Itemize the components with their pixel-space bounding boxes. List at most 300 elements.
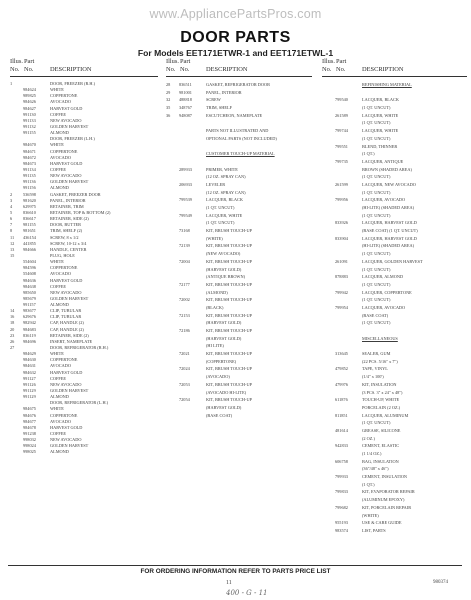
part-row (10, 449, 158, 455)
part-description: NEW AVOCADO (50, 173, 82, 179)
part-description: WHITE (50, 259, 64, 265)
part-description: NEW AVOCADO (50, 381, 82, 387)
part-row (166, 319, 312, 327)
part-description: GOLDEN HARVEST (50, 123, 89, 129)
part-number: 984666 (23, 246, 36, 252)
part-row (322, 342, 467, 350)
parts-rows (10, 77, 158, 456)
part-row (322, 327, 467, 335)
part-row (166, 342, 312, 350)
part-description: KIT, BRUSH TOUCH-UP (206, 312, 252, 318)
part-row (166, 104, 312, 112)
part-number: 261589 (335, 112, 348, 118)
part-row (322, 258, 467, 266)
part-description: AVOCADO (50, 154, 71, 160)
part-number: 984632 (23, 369, 36, 375)
part-description: (1 QT. UNCUT) (206, 220, 235, 226)
part-row (166, 81, 312, 89)
part-number: 72021 (179, 351, 190, 357)
part-row (322, 365, 467, 373)
part-row (166, 327, 312, 335)
header-part: Part (180, 58, 191, 65)
part-description: REFINISHING MATERIAL (362, 82, 412, 87)
section-heading-row (322, 81, 467, 89)
part-number: 481614 (335, 427, 348, 433)
part-number: 984675 (23, 406, 36, 412)
part-row (322, 158, 467, 166)
illus-number: 18 (10, 320, 15, 326)
part-description: CLIP, TUBULAR (50, 314, 82, 320)
part-number: 991136 (23, 179, 36, 185)
part-row (322, 219, 467, 227)
part-description: ALMOND (50, 394, 69, 400)
part-number: 799942 (335, 289, 348, 295)
part-description: (1 QT. UNCUT) (362, 266, 391, 272)
illus-number: 7 (10, 222, 13, 228)
part-description: COFFEE (50, 111, 66, 117)
part-number: 479852 (335, 366, 348, 372)
part-description: (ALMOND) (206, 289, 228, 295)
part-description: GASKET, FREEZER DOOR (50, 191, 101, 197)
part-description: (HARVEST GOLD) (206, 320, 242, 326)
part-row (322, 119, 467, 127)
part-row (322, 112, 467, 120)
part-number: 799833 (335, 489, 348, 495)
part-description: KIT, BRUSH TOUCH-UP (206, 243, 252, 249)
part-row (166, 143, 312, 151)
part-description: INSERT, NAMEPLATE (50, 338, 93, 344)
part-row (166, 189, 312, 197)
part-description: (1 QT. UNCUT) (362, 105, 391, 111)
part-number: 984671 (23, 148, 36, 154)
part-row (166, 412, 312, 420)
part-row (322, 412, 467, 420)
part-number: 991155 (23, 130, 36, 136)
part-row (166, 89, 312, 97)
illus-number: 36 (166, 112, 171, 118)
part-row (322, 212, 467, 220)
part-row (322, 235, 467, 243)
part-number: 991130 (23, 111, 36, 117)
part-description: LACQUER, WHITE (362, 112, 399, 118)
part-description: GASKET, REFRIGERATOR DOOR (206, 82, 270, 87)
part-row (322, 173, 467, 181)
illus-number: 12 (10, 240, 15, 246)
part-description: COPPERTONE (50, 357, 78, 363)
part-description: COFFEE (50, 283, 66, 289)
part-number: 206933 (179, 181, 192, 187)
ordering-note: FOR ORDERING INFORMATION REFER TO PARTS PRICE LIST (140, 568, 331, 575)
header-part: Part (336, 58, 347, 65)
illus-number: 35 (166, 105, 171, 111)
part-number: 629975 (23, 203, 36, 209)
part-description: LACQUER, ALMOND (362, 274, 404, 280)
part-description: KIT, BRUSH TOUCH-UP (206, 297, 252, 303)
illus-number: 6 (10, 216, 13, 222)
part-number: 799539 (179, 197, 192, 203)
illus-number: 4 (10, 203, 13, 209)
part-description: AVOCADO (50, 418, 71, 424)
part-row (322, 89, 467, 97)
part-number: 72186 (179, 328, 190, 333)
part-number: 799744 (335, 128, 348, 134)
part-number: 984696 (23, 338, 36, 344)
part-row (322, 512, 467, 520)
part-description: (BASE COAT) (206, 412, 233, 418)
part-row (322, 396, 467, 404)
part-description: DOOR, REFRIGERATOR (L.H.) (50, 400, 109, 406)
illus-number: 14 (10, 308, 15, 314)
part-row (166, 119, 312, 127)
part-number: 984626 (23, 99, 36, 105)
header-illus-no: No. (322, 66, 332, 73)
header-part: Part (24, 58, 35, 65)
part-row (166, 166, 312, 174)
part-row (322, 435, 467, 443)
part-description: SCREW, 8 x 1/2 (50, 234, 79, 240)
part-description: (12 OZ. SPRAY CAN) (206, 189, 246, 195)
part-row (322, 389, 467, 397)
part-row (166, 296, 312, 304)
part-number: 536598 (23, 191, 36, 197)
part-number: 955193 (335, 520, 348, 526)
part-description: TAPE, VINYL (362, 366, 388, 372)
part-row (166, 358, 312, 366)
part-description: CEMENT, INSULATION (362, 474, 408, 480)
part-description: (3 PCS. 3" x 24" x 48") (362, 389, 403, 395)
part-description: AVOCADO (50, 99, 71, 105)
part-row (322, 496, 467, 504)
part-row (322, 465, 467, 473)
part-row (166, 365, 312, 373)
part-description: (1 QT. UNCUT) (362, 281, 391, 287)
part-row (166, 235, 312, 243)
part-row (166, 212, 312, 220)
part-description: DOOR, REFRIGERATOR (R.H.) (50, 345, 109, 351)
part-description: (BLACK) (206, 304, 224, 310)
header-description: DESCRIPTION (50, 66, 92, 73)
part-number: 799933 (335, 474, 348, 480)
part-number: 72024 (179, 366, 190, 372)
part-row (322, 181, 467, 189)
part-description: (1 QT. UNCUT) (362, 212, 391, 218)
part-description: SEALER, GUM (362, 351, 391, 357)
part-description: (WHITE) (206, 235, 223, 241)
part-description: (AVOCADO HI-LITE) (206, 389, 247, 395)
part-description: MISCELLANEOUS (362, 335, 398, 341)
part-description: LACQUER, HARVEST GOLD (362, 235, 417, 241)
part-number: 554608 (23, 271, 36, 277)
part-number: 799682 (335, 504, 348, 510)
parts-column-2 (166, 56, 312, 419)
part-description: GOLDEN HARVEST (50, 388, 89, 394)
part-number: 984627 (23, 105, 36, 111)
part-row (166, 404, 312, 412)
part-row (322, 304, 467, 312)
part-number: 799954 (335, 304, 348, 310)
part-row (322, 488, 467, 496)
part-description: WHITE (50, 142, 64, 148)
part-description: (1 QT. UNCUT) (362, 135, 391, 141)
part-description: CUSTOMER TOUCH-UP MATERIAL (206, 151, 275, 157)
part-number: 984624 (23, 87, 36, 93)
part-number: 981155 (23, 222, 36, 228)
part-number: 991129 (23, 388, 36, 394)
part-number: 984629 (23, 351, 36, 357)
part-description: LACQUER, ANTIQUE (362, 158, 404, 164)
parts-column-3 (322, 56, 467, 535)
part-number: 991156 (23, 185, 36, 191)
part-number: 984672 (23, 154, 36, 160)
part-number: 991126 (23, 381, 36, 387)
part-row (166, 173, 312, 181)
part-number: 984630 (23, 357, 36, 363)
part-description: (2 OZ.) (362, 435, 375, 441)
page-number: 11 (226, 580, 232, 586)
part-row (322, 135, 467, 143)
part-number: 836610 (23, 209, 36, 215)
header-part-no: No. (180, 66, 190, 73)
part-row (322, 350, 467, 358)
header-description: DESCRIPTION (362, 66, 404, 73)
part-row (322, 450, 467, 458)
part-description: BAG, INSULATION (362, 458, 399, 464)
part-row (166, 135, 312, 143)
part-description: ALMOND (50, 130, 69, 136)
section-heading-row (166, 150, 312, 158)
part-number: 991238 (23, 431, 36, 437)
part-description: (HI-LITE) (SHADED AREA) (362, 205, 415, 210)
part-number: 799549 (179, 212, 192, 218)
part-description: KIT, EVAPORATOR REPAIR (362, 489, 415, 495)
part-row (322, 319, 467, 327)
part-row (322, 504, 467, 512)
part-description: (1 QT. UNCUT) (362, 189, 391, 195)
part-description: AVOCADO (50, 271, 71, 277)
header-part-no: No. (24, 66, 34, 73)
illus-number: 2 (10, 191, 13, 197)
part-number: 72177 (179, 281, 190, 287)
part-row (322, 166, 467, 174)
part-number: 982942 (23, 320, 36, 326)
part-row (166, 181, 312, 189)
part-row (166, 219, 312, 227)
part-number: 441855 (23, 240, 36, 246)
illus-number: 1 (10, 81, 13, 86)
part-description: COPPERTONE (50, 148, 78, 154)
part-description: GOLDEN HARVEST (50, 443, 89, 449)
part-number: 948087 (179, 112, 192, 118)
part-number: 984677 (23, 418, 36, 424)
part-number: 289933 (179, 166, 192, 172)
part-description: HARVEST GOLD (50, 277, 83, 283)
part-description: (1 QT. UNCUT) (362, 420, 391, 426)
part-number: 984638 (23, 283, 36, 289)
illus-number: 29 (166, 89, 171, 95)
part-number: 984676 (23, 412, 36, 418)
part-description: HARVEST GOLD (50, 105, 83, 111)
part-description: NEW AVOCADO (50, 117, 82, 123)
part-row (166, 158, 312, 166)
header-illus-no: No. (166, 66, 176, 73)
part-row (166, 204, 312, 212)
part-row (322, 527, 467, 535)
part-description: KIT, BRUSH TOUCH-UP (206, 381, 252, 387)
column-header (166, 56, 312, 77)
part-row (166, 281, 312, 289)
part-number: 984673 (23, 160, 36, 166)
part-row (322, 204, 467, 212)
part-number: 942833 (335, 443, 348, 449)
part-description: (ANTIQUE BROWN) (206, 274, 246, 280)
part-row (322, 404, 467, 412)
part-description: NEW AVOCADO (50, 289, 82, 295)
part-number: 983677 (23, 308, 36, 314)
part-description: USE & CARE GUIDE (362, 520, 402, 526)
part-description: CEMENT, ELASTIC (362, 443, 400, 449)
part-number: 836511 (179, 82, 192, 87)
part-description: (AVOCADO) (206, 374, 230, 380)
part-row (322, 419, 467, 427)
part-row (166, 396, 312, 404)
part-description: KIT, INSULATION (362, 381, 397, 387)
part-description: DOOR, FREEZER (R.H.) (50, 81, 95, 86)
part-description: (1 QT. UNCUT) (362, 320, 391, 326)
part-description: PANEL, INTERIOR (206, 89, 242, 95)
part-number: 436154 (23, 234, 36, 240)
part-number: 991133 (23, 117, 36, 123)
part-number: 799551 (335, 143, 348, 149)
part-description: BROWN (SHADED AREA) (362, 166, 412, 172)
part-description: RETAINER, TRIM (50, 203, 84, 209)
part-number: 985679 (23, 295, 36, 301)
part-number: 991129 (23, 394, 36, 400)
part-row (166, 304, 312, 312)
part-description: CAP, HANDLE (2) (50, 326, 84, 332)
part-number: 878883 (335, 274, 348, 280)
part-description: (36"/48" x 46") (362, 466, 389, 472)
part-row (166, 350, 312, 358)
part-row (166, 273, 312, 281)
part-description: RETAINER, SIDE (2) (50, 216, 89, 222)
illus-number: 15 (10, 252, 15, 258)
part-row (166, 389, 312, 397)
illus-number: 11 (10, 234, 15, 240)
part-number: 313645 (335, 351, 348, 357)
illus-number: 26 (10, 338, 15, 344)
part-description: KIT, BRUSH TOUCH-UP (206, 258, 252, 264)
part-description: LEVELER (206, 181, 226, 187)
part-number: 261091 (335, 258, 348, 264)
part-number: 72153 (179, 312, 190, 318)
part-number: 72054 (179, 397, 190, 403)
part-row (322, 296, 467, 304)
handwritten-note: 400 - G - 11 (226, 589, 268, 597)
part-description: RETAINER, SIDE (2) (50, 332, 89, 338)
part-number: 984596 (23, 265, 36, 271)
part-number: 554604 (23, 259, 36, 265)
part-description: GOLDEN HARVEST (50, 179, 89, 185)
part-number: 611876 (335, 397, 348, 403)
part-number: 998024 (23, 443, 36, 449)
part-description: CAP, HANDLE (2) (50, 320, 84, 326)
part-number: 799735 (335, 158, 348, 164)
part-description: LACQUER, ALUMINUM (362, 412, 409, 418)
part-description: LACQUER, BLACK (362, 97, 400, 103)
part-description: LIST, PARTS (362, 527, 386, 533)
part-row (166, 312, 312, 320)
part-number: 984631 (23, 363, 36, 369)
part-description: PLUG, HOLE (50, 252, 75, 258)
part-description: (HARVEST GOLD) (206, 335, 242, 341)
part-row (322, 227, 467, 235)
part-number: 629676 (23, 314, 36, 320)
part-row (166, 196, 312, 204)
part-description: KIT, BRUSH TOUCH-UP (206, 228, 252, 234)
part-description: (HI-LITE) (SHADED AREA) (362, 243, 415, 249)
part-description: LACQUER, COPPERTONE (362, 289, 412, 295)
part-row (166, 289, 312, 297)
part-description: (HARVEST GOLD) (206, 266, 242, 272)
header-illus: Illus. (166, 58, 179, 65)
part-description: KIT, BRUSH TOUCH-UP (206, 328, 252, 333)
part-description: LACQUER, WHITE (362, 128, 399, 134)
part-number: 73168 (179, 228, 190, 234)
part-number: 72139 (179, 243, 190, 249)
part-description: GREASE, SILICONE (362, 427, 401, 433)
part-description: PANEL, INTERIOR (50, 197, 86, 203)
part-description: KIT, PORCELAIN REPAIR (362, 504, 412, 510)
part-number: 981001 (179, 89, 192, 95)
part-number: 799540 (335, 97, 348, 103)
part-description: KIT, BRUSH TOUCH-UP (206, 351, 252, 357)
part-row (322, 281, 467, 289)
part-description: (COPPERTONE) (206, 358, 237, 364)
illus-number: 8 (10, 228, 13, 234)
part-row (322, 427, 467, 435)
part-description: ALMOND (50, 185, 69, 191)
part-description: RETAINER, TOP & BOTTOM (2) (50, 209, 111, 215)
part-description: DOOR, BUTTER (50, 222, 82, 228)
header-description: DESCRIPTION (206, 66, 248, 73)
part-row (166, 373, 312, 381)
part-row (322, 289, 467, 297)
part-description: (HARVEST GOLD) (206, 404, 242, 410)
part-description: (BASE COAT) (1 QT. UNCUT) (362, 228, 418, 234)
part-number: 72004 (179, 258, 190, 264)
parts-rows (166, 77, 312, 419)
part-row (322, 273, 467, 281)
part-number: 833926 (335, 220, 348, 226)
part-row (322, 96, 467, 104)
part-description: HARVEST GOLD (50, 369, 83, 375)
page-subtitle: For Models EET171ETWR-1 and EET171ETWL-1 (137, 48, 334, 58)
part-number: 811851 (335, 412, 348, 418)
column-header (322, 56, 467, 77)
part-description: LACQUER, AVOCADO (362, 197, 406, 203)
part-row (322, 250, 467, 258)
part-number: 991132 (23, 123, 36, 129)
part-description: (NEW AVOCADO) (206, 251, 241, 257)
part-row (166, 335, 312, 343)
part-description: LACQUER, WHITE (206, 212, 243, 218)
part-description: SCREW (206, 97, 221, 103)
part-description: KIT, BRUSH TOUCH-UP (206, 397, 252, 403)
part-row (166, 96, 312, 104)
part-row (322, 381, 467, 389)
part-description: COFFEE (50, 166, 66, 172)
part-description: (22 PCS. 5/16" x 7") (362, 358, 398, 364)
